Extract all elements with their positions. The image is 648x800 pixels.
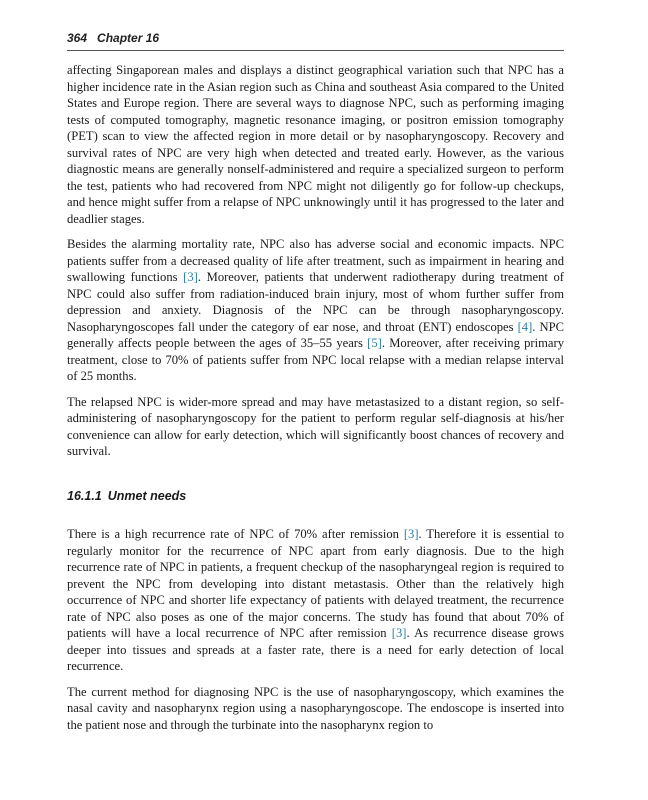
paragraph-2-text-b: . Moreover, patients that underwent radiotherapy during treatment of NPC could also suffer from radiation-induced brain injury, most of whom further suffer from depression and anxiety. Diagnosis of the NPC can be through nasopharyngoscopy. Nasopharyngoscopes fall under the category of ear nose, and throat (ENT) endoscopes xyxy=(67,270,564,334)
paragraph-4-text-c: . As recurrence disease grows deeper into tissues and spreads at a faster rate, there is a need for early detection of local recurrence. xyxy=(67,626,564,673)
paragraph-2-text-d: . Moreover, after receiving primary treatment, close to 70% of patients suffer from NPC local relapse with a median relapse interval of 25 months. xyxy=(67,336,564,383)
citation-3[interactable]: [3] xyxy=(391,626,407,640)
section-heading xyxy=(67,488,564,505)
citation-4[interactable]: [4] xyxy=(517,319,533,334)
running-head xyxy=(67,31,564,45)
paragraph-5: The current method for diagnosing NPC is the use of nasopharyngoscopy, which examines the nasal cavity and nasopharynx region using a nasopharyngoscope. The endoscope is inserted into the patient nose and through the turbinate into the nasopharynx region to xyxy=(67,684,564,732)
citation-3[interactable]: [3] xyxy=(183,270,198,284)
paragraph-2-text-a: Besides the alarming mortality rate, NPC also has adverse social and economic impacts. NPC patients suffer from a decreased quality of life after treatment, such as impairment in hearing and swallowing functions xyxy=(67,237,564,284)
header-rule xyxy=(67,50,564,51)
chapter-label: Chapter 16 xyxy=(97,31,160,45)
section-title: Unmet needs xyxy=(107,488,187,503)
paragraph-3: The relapsed NPC is wider-more spread and may have metastasized to a distant region, so self-administering of nasopharyngoscopy for the patient to perform regular self-diagnosis at his/her convenience can allow for early detection, which will significantly boost chances of recovery and survival. xyxy=(67,394,564,458)
section-number: 16.1.1 xyxy=(67,488,102,503)
paragraph-1: affecting Singaporean males and displays a distinct geographical variation such that NPC has a higher incidence rate in the Asian region such as China and southeast Asia compared to the United States and Europe region. There are several ways to diagnose NPC, such as performing imaging tests of computed tomography, magnetic resonance imaging, or positron emission tomography (PET) scan to view the affected region in more detail or by nasopharyngoscopy. Recovery and survival rates of NPC are very high when detected and treated early. However, as the various diagnostic means are generally nonself-administered and require a specialized surgeon to perform the test, patients who had recovered from NPC might not diligently go for follow-up checkups, and hence might suffer from a relapse of NPC unknowingly until it has progressed to the later and deadlier stages. xyxy=(67,63,564,226)
paragraph-4 xyxy=(67,526,564,675)
page-number: 364 xyxy=(67,31,88,45)
citation-3[interactable]: [3] xyxy=(403,527,419,541)
body-text xyxy=(67,62,564,733)
paragraph-4-text-a: There is a high recurrence rate of NPC of 70% after remission xyxy=(67,527,404,541)
paragraph-2-text-c: . NPC generally affects people between the ages of 35–55 years xyxy=(67,319,565,350)
citation-5[interactable]: [5] xyxy=(367,336,382,350)
paragraph-4-text-b: . Therefore it is essential to regularly monitor for the recurrence of NPC apart from early diagnosis. Due to the high recurrence rate of NPC in patients, a frequent checkup of the nasopharyngeal region is required to prevent the NPC from developing into distant metastasis. Other than the relatively high occurrence of NPC and shorter life expectancy of patients with delayed treatment, the recurrence rate of NPC also poses as one of the major concerns. The study has found that about 70% of patients will have a local recurrence of NPC after remission xyxy=(67,527,565,640)
paragraph-2 xyxy=(67,236,564,385)
